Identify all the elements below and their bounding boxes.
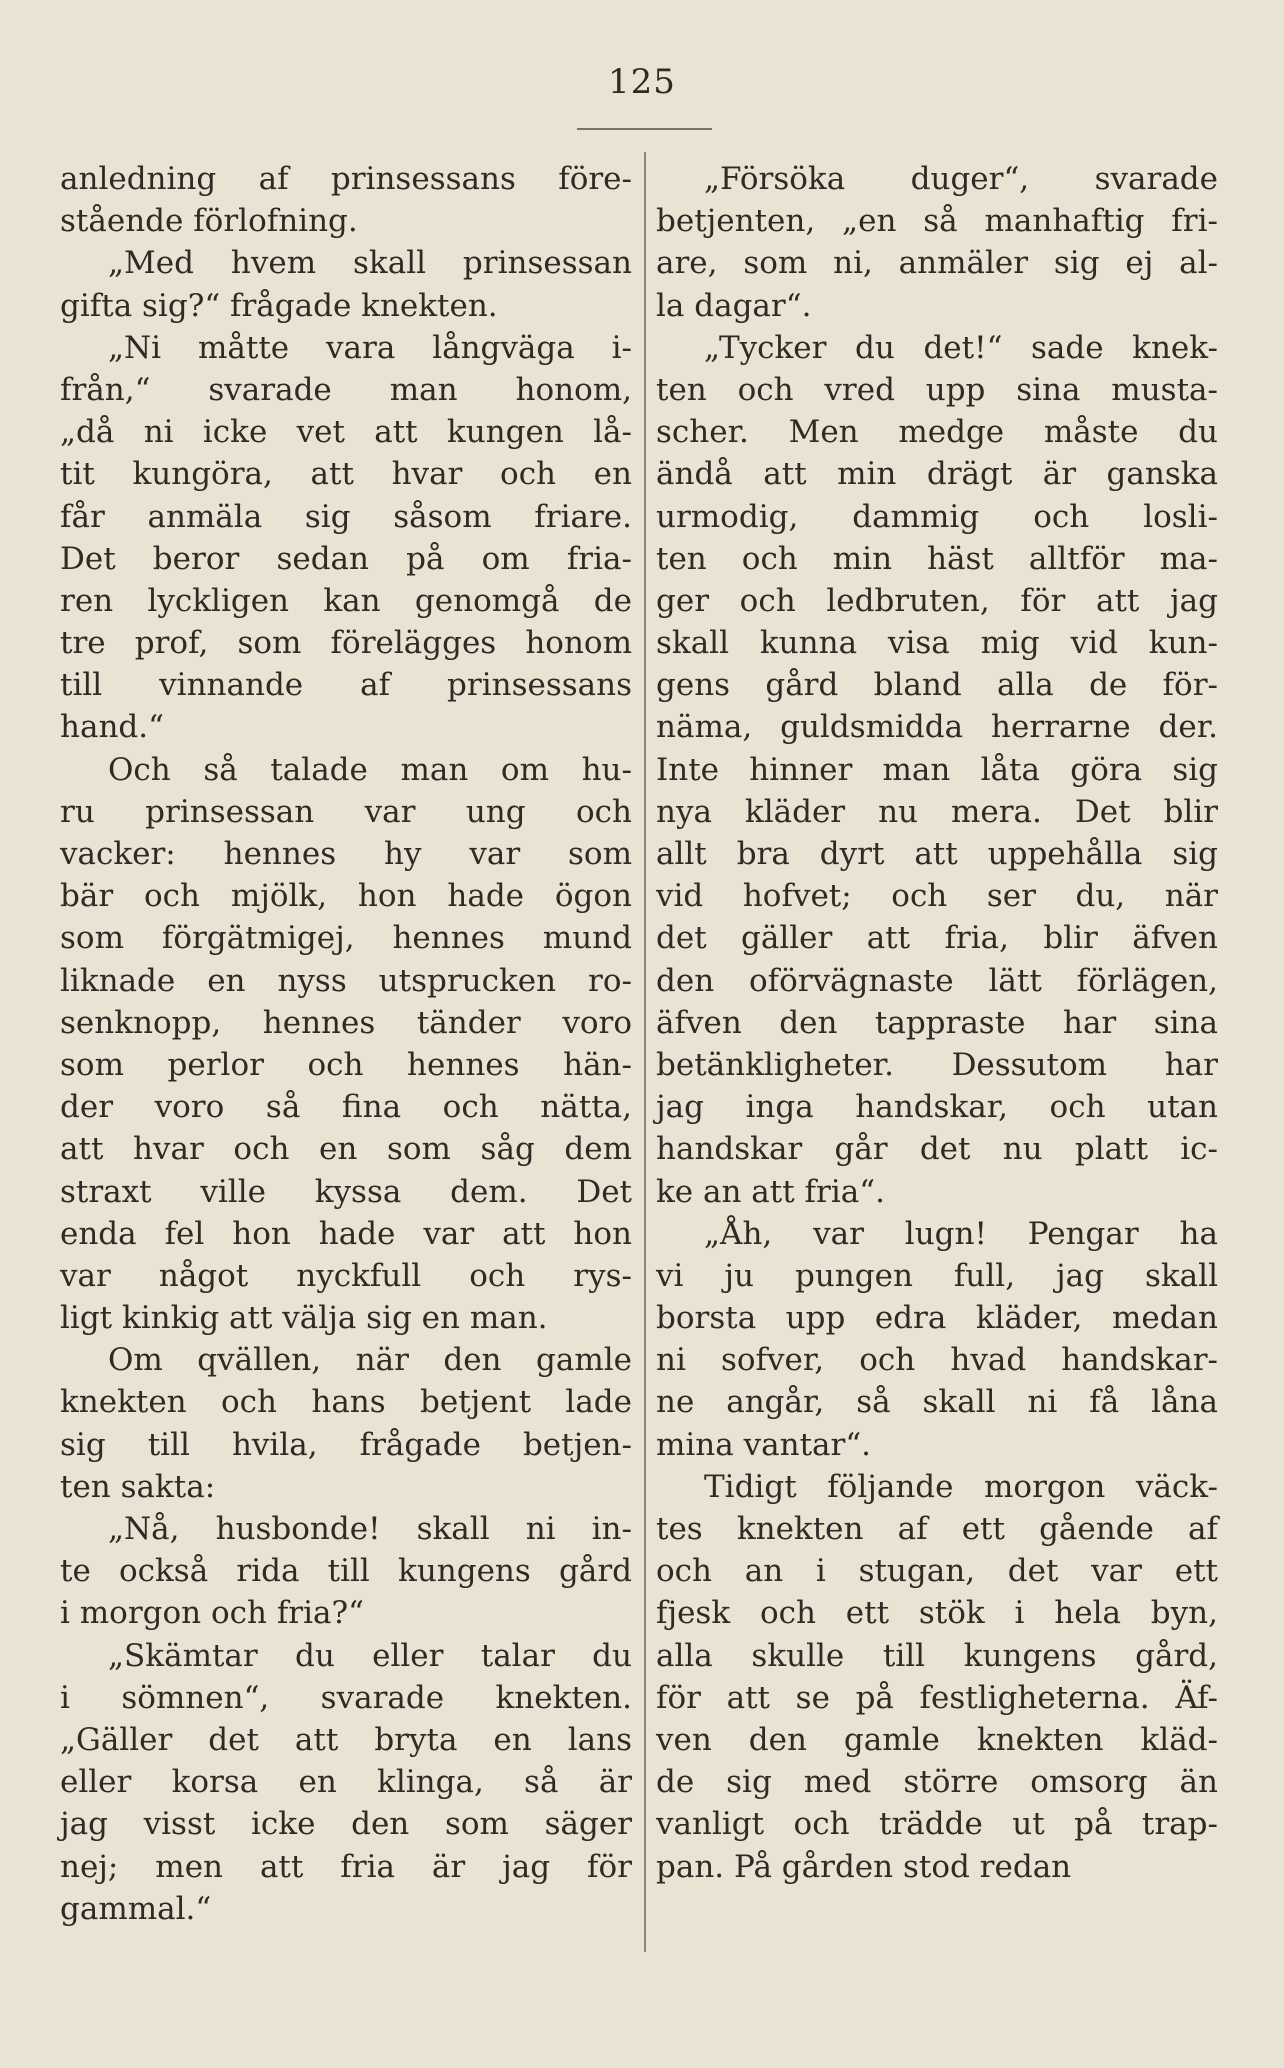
text-line: der voro så fina och nätta, [60, 1089, 632, 1126]
text-line: de sig med större omsorg än [656, 1764, 1218, 1801]
text-line: pan. På gården stod redan [656, 1848, 1072, 1885]
text-line: senknopp, hennes tänder voro [60, 1004, 632, 1041]
text-line: betänkligheter. Dessutom har [656, 1046, 1218, 1083]
text-line: som perlor och hennes hän- [60, 1046, 632, 1083]
text-line: gens gård bland alla de för- [656, 667, 1218, 704]
text-line: anledning af prinsessans före- [60, 161, 632, 197]
text-line: enda fel hon hade var att hon [60, 1215, 632, 1252]
text-line: jag inga handskar, och utan [656, 1089, 1218, 1126]
text-line: sig till hvila, frågade betjen- [60, 1426, 632, 1463]
text-line: ten och min häst alltför ma- [656, 540, 1218, 577]
text-line: ke an att fria“. [656, 1173, 885, 1210]
text-line: till vinnande af prinsessans [60, 667, 632, 704]
text-line: den oförvägnaste lätt förlägen, [656, 962, 1218, 999]
text-line: nej; men att fria är jag för [60, 1848, 632, 1885]
text-line: „Ni måtte vara långväga i- [108, 329, 632, 366]
text-line: gifta sig?“ frågade knekten. [60, 287, 498, 324]
text-line: vid hofvet; och ser du, när [656, 878, 1218, 915]
text-line: det gäller att fria, blir äfven [656, 920, 1218, 957]
text-line: vi ju pungen full, jag skall [656, 1257, 1218, 1294]
text-line: „Gäller det att bryta en lans [60, 1721, 632, 1758]
text-line: „då ni icke vet att kungen lå- [60, 414, 632, 451]
text-line: och an i stugan, det var ett [656, 1553, 1218, 1590]
text-line: Om qvällen, när den gamle [108, 1342, 632, 1379]
text-line: vacker: hennes hy var som [60, 836, 632, 872]
text-line: i morgon och fria?“ [60, 1595, 364, 1632]
text-line: från,“ svarade man honom, [60, 371, 632, 408]
header-rule [577, 128, 712, 130]
text-line: tes knekten af ett gående af [656, 1511, 1218, 1547]
text-line: Och så talade man om hu- [108, 751, 632, 788]
text-line: allt bra dyrt att uppehålla sig [656, 836, 1218, 872]
text-line: Tidigt följande morgon väck- [704, 1468, 1218, 1505]
text-line: vanligt och trädde ut på trap- [656, 1806, 1218, 1843]
text-line: „Åh, var lugn! Pengar ha [704, 1215, 1218, 1252]
text-line: att hvar och en som såg dem [60, 1131, 632, 1168]
text-line: mina vantar“. [656, 1426, 872, 1463]
text-line: tit kungöra, att hvar och en [60, 456, 632, 493]
text-line: la dagar“. [656, 287, 812, 324]
text-line: borsta upp edra kläder, medan [656, 1300, 1218, 1337]
text-line: scher. Men medge måste du [656, 414, 1218, 451]
text-line: gammal.“ [60, 1890, 212, 1927]
text-line: nya kläder nu mera. Det blir [656, 793, 1218, 830]
text-line: ren lyckligen kan genomgå de [60, 582, 632, 619]
text-line: skall kunna visa mig vid kun- [656, 625, 1218, 662]
right-column [656, 158, 1218, 1888]
text-line: ven den gamle knekten kläd- [656, 1721, 1218, 1758]
text-line: ligt kinkig att välja sig en man. [60, 1300, 548, 1337]
text-line: näma, guldsmidda herrarne der. [656, 709, 1218, 746]
text-line: ger och ledbruten, för att jag [656, 582, 1218, 619]
text-line: knekten och hans betjent lade [60, 1384, 632, 1421]
text-line: tre prof, som förelägges honom [60, 625, 632, 662]
text-line: are, som ni, anmäler sig ej al- [656, 245, 1218, 282]
text-line: i sömnen“, svarade knekten. [60, 1679, 632, 1716]
text-line: äfven den tappraste har sina [656, 1004, 1218, 1041]
text-line: var något nyckfull och rys- [60, 1257, 632, 1294]
column-divider [644, 152, 646, 1952]
text-line: betjenten, „en så manhaftig fri- [656, 203, 1218, 240]
text-line: jag visst icke den som säger [60, 1806, 632, 1843]
page-number: 125 [608, 62, 676, 102]
text-line: ten sakta: [60, 1468, 216, 1505]
text-line: „Tycker du det!“ sade knek- [704, 329, 1218, 366]
text-line: Det beror sedan på om fria- [60, 540, 632, 577]
text-line: ni sofver, och hvad handskar- [656, 1342, 1218, 1379]
text-line: ne angår, så skall ni få låna [656, 1384, 1218, 1421]
text-line: för att se på festligheterna. Äf- [656, 1679, 1218, 1716]
text-line: te också rida till kungens gård [60, 1553, 632, 1590]
text-line: Inte hinner man låta göra sig [656, 751, 1218, 788]
text-line: liknade en nyss utsprucken ro- [60, 962, 632, 999]
text-line: „Försöka duger“, svarade [704, 161, 1218, 197]
text-line: alla skulle till kungens gård, [656, 1637, 1218, 1674]
text-line: som förgätmigej, hennes mund [60, 920, 632, 957]
text-line: ten och vred upp sina musta- [656, 371, 1218, 408]
text-line: „Nå, husbonde! skall ni in- [108, 1511, 632, 1547]
text-line: fjesk och ett stök i hela byn, [656, 1595, 1218, 1632]
text-line: „Skämtar du eller talar du [108, 1637, 632, 1674]
left-column [60, 158, 632, 1930]
text-line: handskar går det nu platt ic- [656, 1131, 1218, 1168]
text-line: får anmäla sig såsom friare. [60, 498, 632, 535]
text-line: stående förlofning. [60, 203, 358, 240]
text-line: eller korsa en klinga, så är [60, 1764, 632, 1801]
text-line: urmodig, dammig och losli- [656, 498, 1218, 535]
text-line: bär och mjölk, hon hade ögon [60, 878, 632, 915]
text-line: ru prinsessan var ung och [60, 793, 632, 830]
text-line: straxt ville kyssa dem. Det [60, 1173, 632, 1210]
text-line: „Med hvem skall prinsessan [108, 245, 632, 282]
text-line: ändå att min drägt är ganska [656, 456, 1218, 493]
text-line: hand.“ [60, 709, 164, 746]
